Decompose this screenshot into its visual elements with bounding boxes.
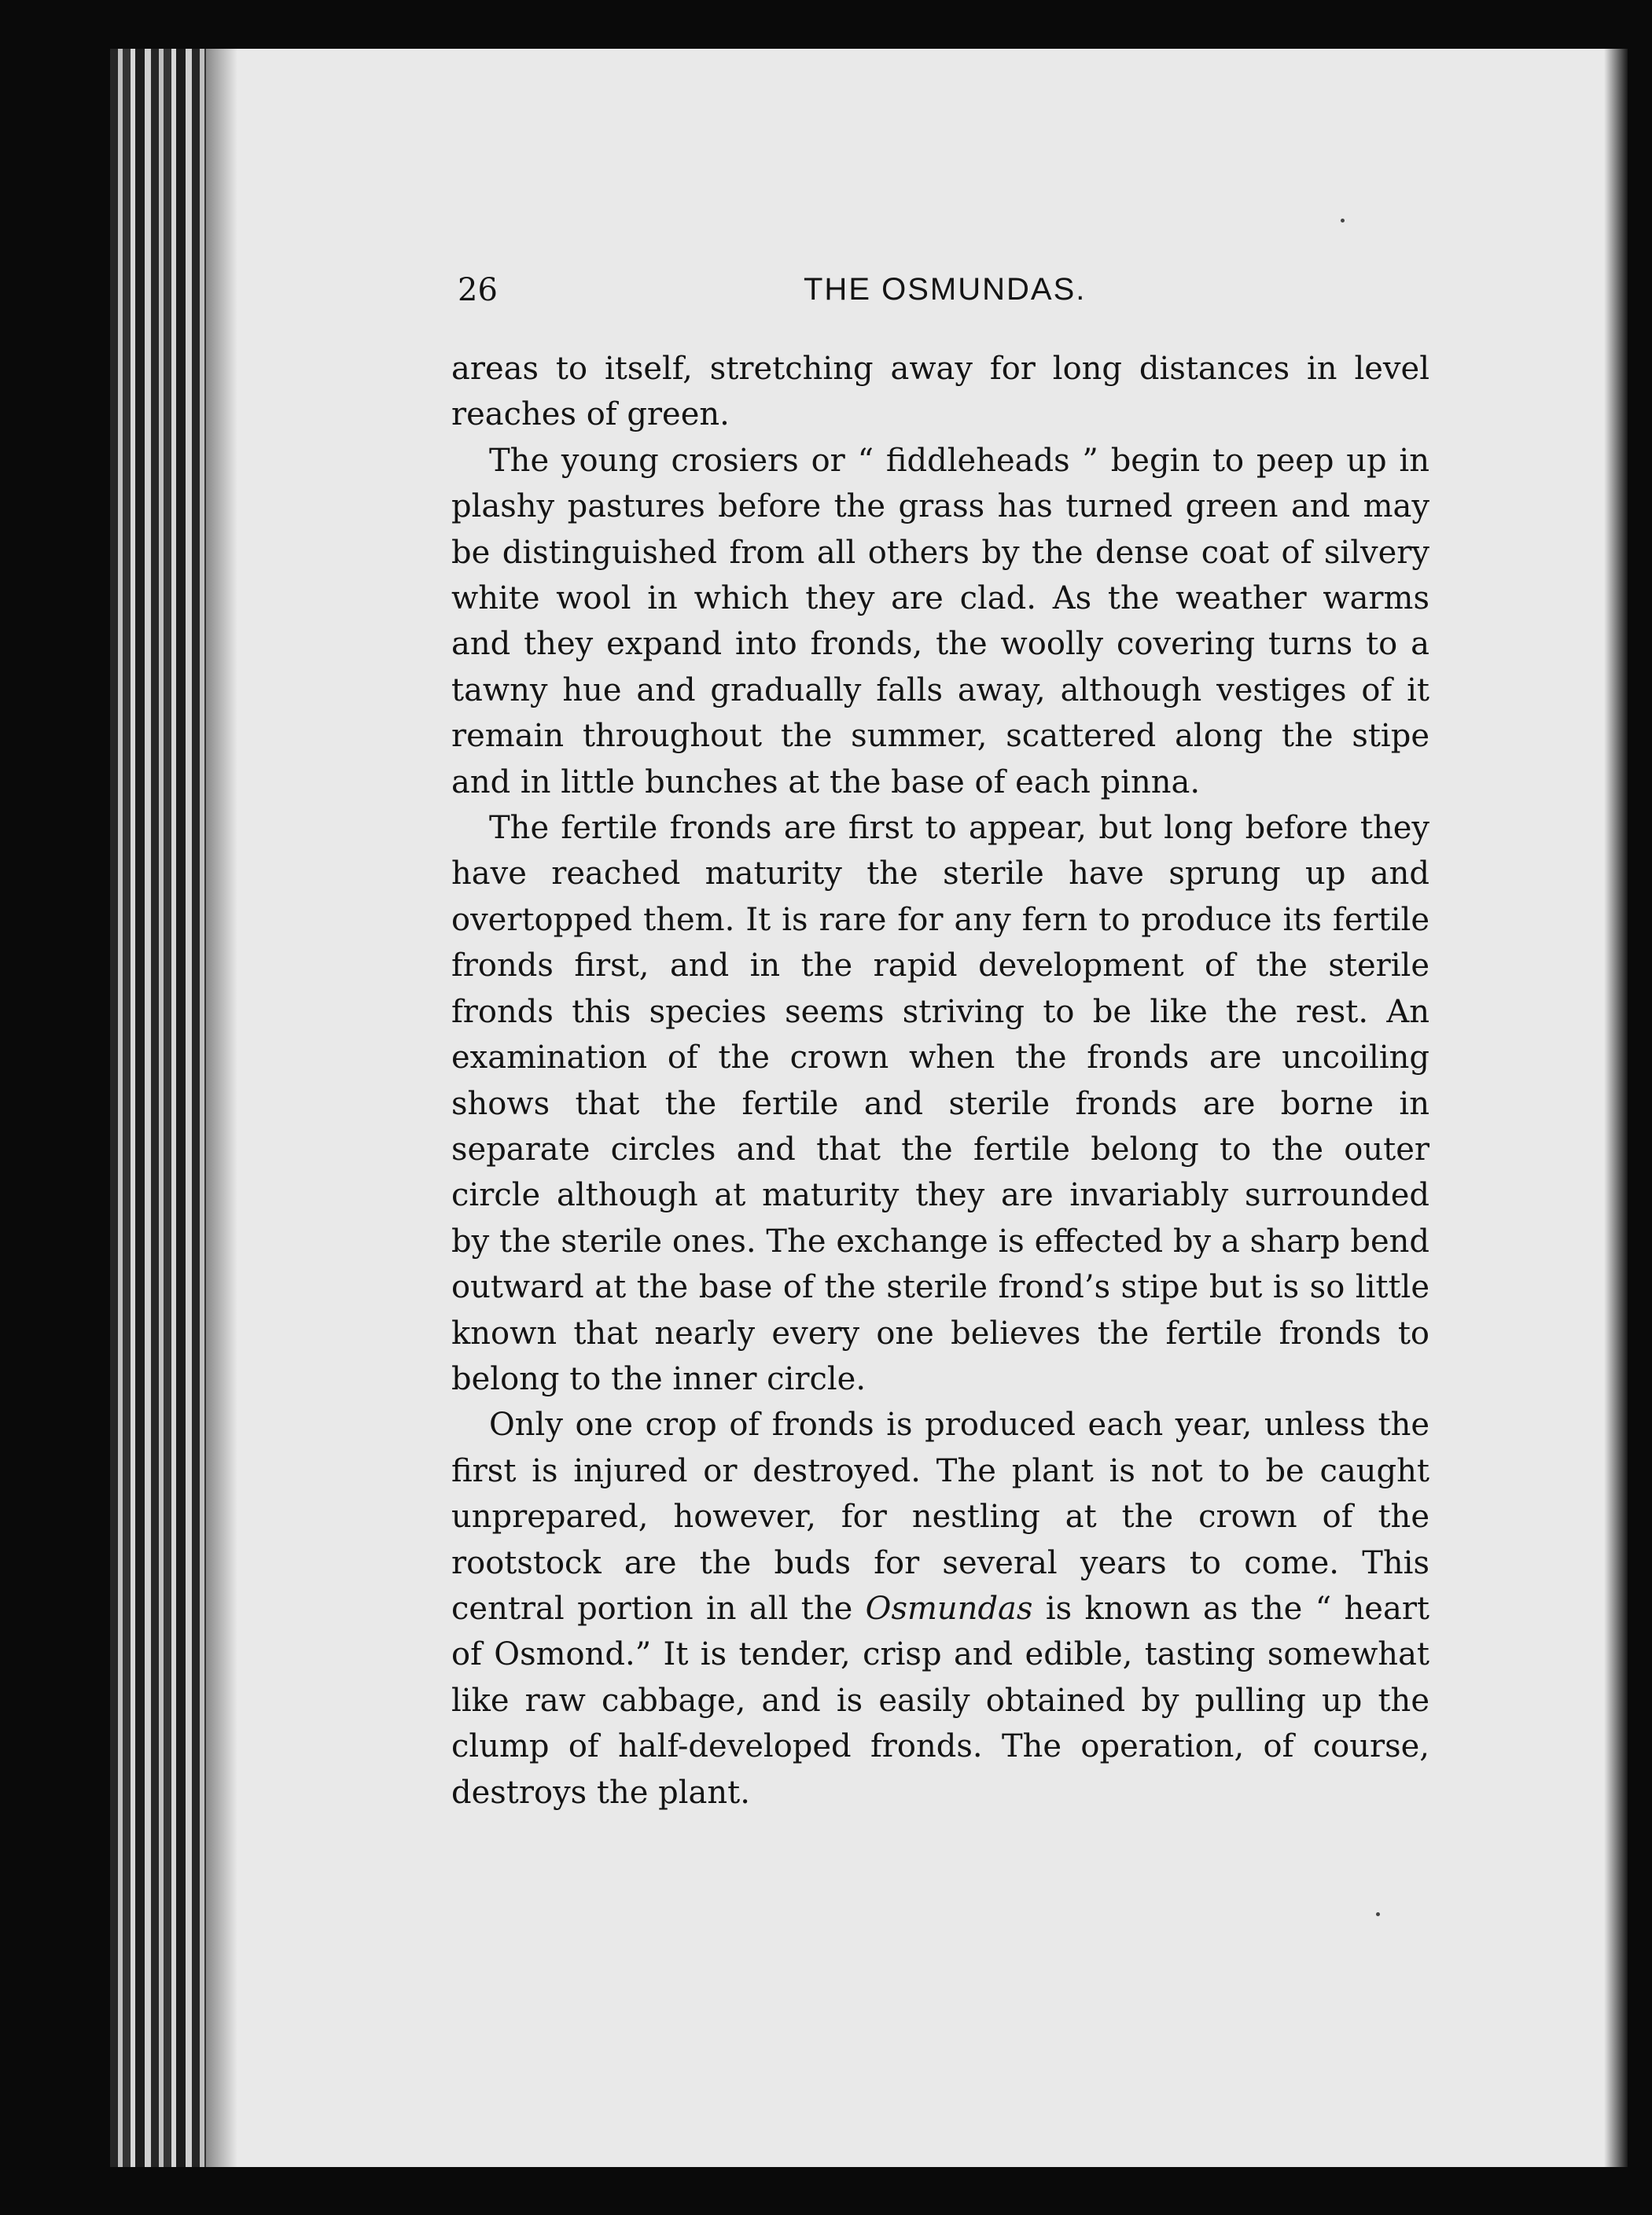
running-head: THE OSMUNDAS. — [804, 272, 1087, 307]
book-binding-edge — [110, 49, 216, 2167]
paragraph-4 — [451, 1402, 1429, 1816]
paper-speck — [1341, 219, 1345, 223]
paragraph-2: The young crosiers or “ fiddleheads ” begin to peep up in plashy pastures before the grass has turned green and may be distinguished from all others by the dense coat of silvery white wool in which they are clad. As the weather warms and they expand into fronds, the woolly covering turns to a tawny hue and gradually falls away, although vestiges of it remain throughout the summer, scattered along the stipe and in little bunches at the base of each pinna. — [451, 442, 1429, 800]
page-header — [458, 272, 1102, 319]
paragraph-1: areas to itself, stretching away for long distances in level reaches of green. — [451, 351, 1429, 433]
gutter-shadow — [206, 49, 237, 2167]
page-right-edge — [1604, 49, 1628, 2167]
body-text — [451, 346, 1429, 1816]
paragraph-4-text-after: is known as the “ heart of Osmond.” It is tender, crisp and edible, tasting somewhat like raw cabbage, and is easily obtained by pulling up the clump of half-developed fronds. The operation, of course, destroys the plant. — [451, 1590, 1430, 1811]
page-number: 26 — [458, 272, 498, 308]
paragraph-3: The fertile fronds are first to appear, but long before they have reached maturity the sterile have sprung up and overtopped them. It is rare for any fern to produce its fertile fronds first, and in the rapid development of the sterile fronds this species seems striving to be like the rest. An examination of the crown when the fronds are uncoiling shows that the fertile and sterile fronds are borne in separate circles and that the fertile belong to the outer circle although at maturity they are invariably surrounded by the sterile ones. The exchange is effected by a sharp bend outward at the base of the sterile frond’s stipe but is so little known that nearly every one believes the fertile fronds to belong to the inner circle. — [451, 810, 1429, 1397]
italic-term-osmundas: Osmundas — [865, 1590, 1033, 1627]
paragraph-4-text-before: Only one crop of fronds is produced each year, unless the first is injured or destroyed. The plant is not to be caught unprepared, however, for nestling at the crown of the rootstock are the buds for several years to come. This central portion in all the — [451, 1407, 1429, 1627]
paper-speck — [1376, 1912, 1380, 1916]
